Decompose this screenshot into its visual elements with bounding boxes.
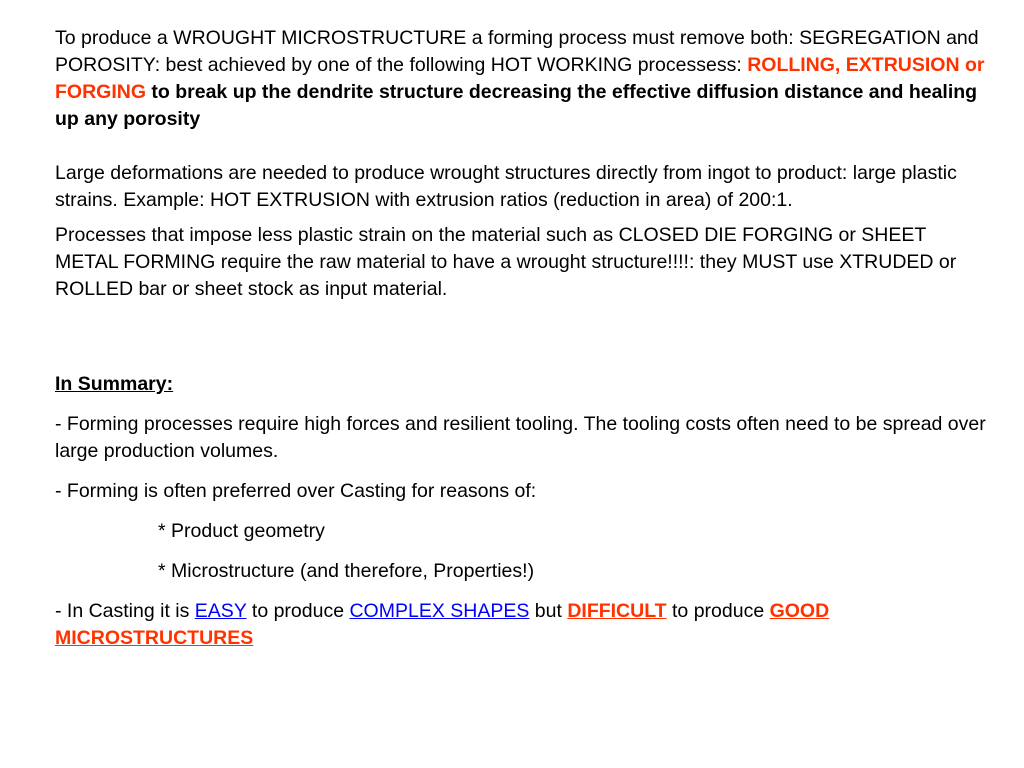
summary-bullet-tooling: - Forming processes require high forces and resilient tooling. The tooling costs often need to be spread over large production volumes. (55, 413, 986, 462)
complex-shapes-link[interactable]: COMPLEX SHAPES (349, 600, 530, 622)
slide-content (55, 25, 990, 665)
sub-bullet-microstructure: * Microstructure (and therefore, Properties!) (158, 560, 535, 582)
paragraph-wrought-microstructure (55, 25, 990, 133)
casting-text-4: to produce (666, 600, 770, 622)
casting-text-3: but (529, 600, 568, 622)
paragraph-less-plastic-strain: Processes that impose less plastic strain on the material such as CLOSED DIE FORGING or SHEET METAL FORMING require the raw material to have a wrought structure!!!!: they MUST use XTRUDED or ROLLED bar or sheet stock as input material. (55, 224, 957, 300)
casting-text-1: - In Casting it is (55, 600, 195, 622)
difficult-emphasis: DIFFICULT (567, 600, 667, 622)
paragraph-1-text: To produce a WROUGHT MICROSTRUCTURE a forming process must remove both: SEGREGATION and POROSITY: best achieved by one of the following HOT WORKING processess: (55, 27, 979, 76)
paragraph-large-deformations: Large deformations are needed to produce wrought structures directly from ingot to product: large plastic strains. Example: HOT EXTRUSION with extrusion ratios (reduction in area) of 200:1. (55, 162, 957, 211)
summary-heading: In Summary: (55, 373, 174, 395)
casting-text-2: to produce (246, 600, 350, 622)
dendrite-structure-text: to break up the dendrite structure decreasing the effective diffusion distance and healing up any porosity (55, 81, 978, 130)
easy-link[interactable]: EASY (194, 600, 247, 622)
good-microstructures-emphasis: GOOD MICROSTRUCTURES (55, 600, 830, 649)
summary-bullet-casting (55, 598, 990, 652)
sub-bullet-product-geometry: * Product geometry (158, 520, 325, 542)
summary-bullet-preferred: - Forming is often preferred over Casting for reasons of: (55, 480, 537, 502)
hot-working-processes-highlight: ROLLING, EXTRUSION or FORGING (55, 54, 985, 103)
